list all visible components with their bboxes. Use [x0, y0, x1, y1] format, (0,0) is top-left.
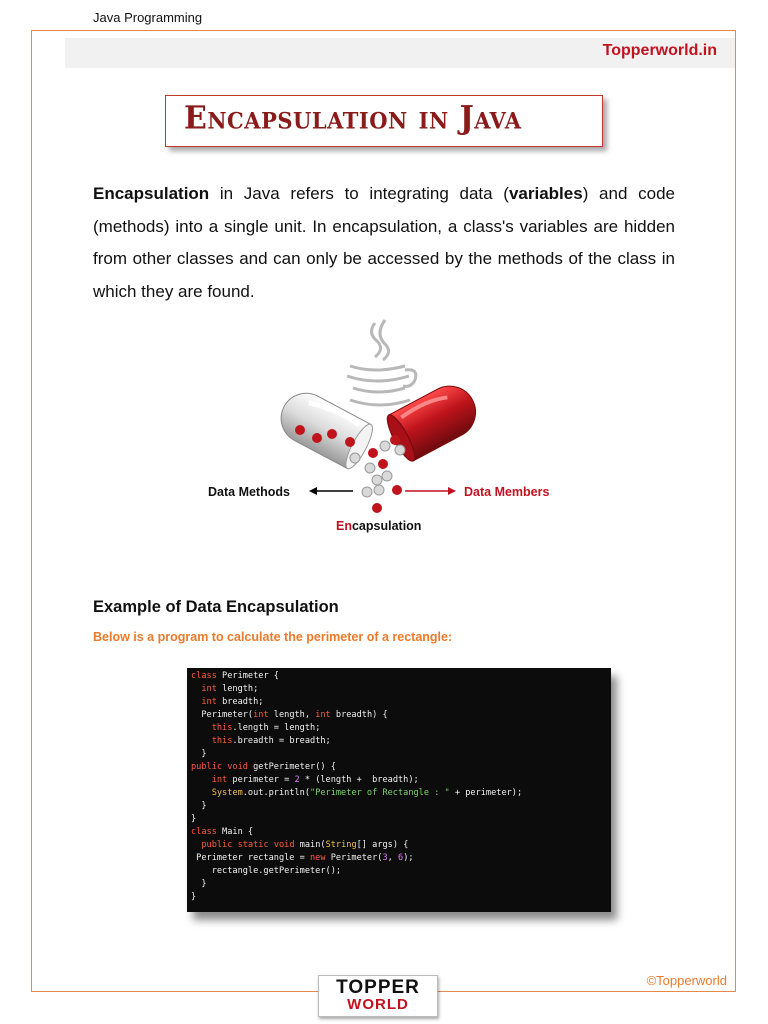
section-subheading: Below is a program to calculate the perimeter of a rectangle:	[93, 630, 453, 644]
left-arrow-icon	[309, 487, 353, 495]
code-line: this.breadth = breadth;	[211, 736, 331, 746]
code-line: Perimeter(int length, int breadth) {	[191, 710, 388, 720]
java-cup-icon	[347, 320, 416, 405]
intro-text-1: in Java refers to integrating data (	[209, 184, 509, 203]
code-line: }	[201, 879, 207, 889]
intro-paragraph	[93, 178, 675, 308]
code-line: }	[201, 801, 207, 811]
code-line: Perimeter rectangle = new Perimeter(3, 6);	[191, 853, 414, 863]
caption-highlight: En	[336, 519, 352, 533]
logo-line-2: WORLD	[347, 996, 409, 1013]
code-line: public static void main(String[] args) {	[201, 840, 409, 850]
code-line: rectangle.getPerimeter();	[211, 866, 342, 876]
code-block	[187, 668, 611, 912]
code-line: this.length = length;	[211, 723, 321, 733]
right-arrow-icon	[405, 487, 456, 495]
caption-rest: capsulation	[351, 519, 422, 533]
code-line: int perimeter = 2 * (length + breadth);	[211, 775, 419, 785]
copyright-text: ©Topperworld	[646, 973, 727, 988]
code-line: class Main {	[191, 827, 254, 837]
intro-text-2: ) and code (methods) into a single unit. In encapsulation, a class's variables are hidden from other classes and can only be accessed by the methods of the class in which they are found.	[93, 184, 675, 301]
encapsulation-caption	[336, 519, 421, 533]
code-line: }	[191, 892, 197, 902]
topperworld-logo	[318, 975, 438, 1017]
data-members-label: Data Members	[464, 485, 550, 499]
code-line: }	[201, 749, 207, 759]
brand-link[interactable]: Topperworld.in	[602, 42, 717, 59]
code-line: }	[191, 814, 197, 824]
code-line: int length;	[201, 684, 259, 694]
running-header: Java Programming	[93, 10, 203, 25]
intro-term: Encapsulation	[93, 184, 210, 203]
code-text	[191, 670, 611, 904]
code-line: public void getPerimeter() {	[191, 762, 336, 772]
code-line: class Perimeter {	[191, 671, 279, 681]
intro-bold-word: variables	[508, 184, 583, 203]
logo-line-1: TOPPER	[336, 977, 420, 998]
code-line: System.out.println("Perimeter of Rectangle : " + perimeter);	[211, 788, 523, 798]
data-methods-label: Data Methods	[208, 485, 290, 499]
page-title: Encapsulation in Java	[184, 100, 522, 137]
brand-bar	[65, 38, 735, 68]
section-heading: Example of Data Encapsulation	[93, 598, 339, 616]
title-box	[165, 95, 603, 147]
encapsulation-diagram	[205, 318, 570, 540]
white-capsule-icon	[272, 384, 377, 471]
code-line: int breadth;	[201, 697, 264, 707]
